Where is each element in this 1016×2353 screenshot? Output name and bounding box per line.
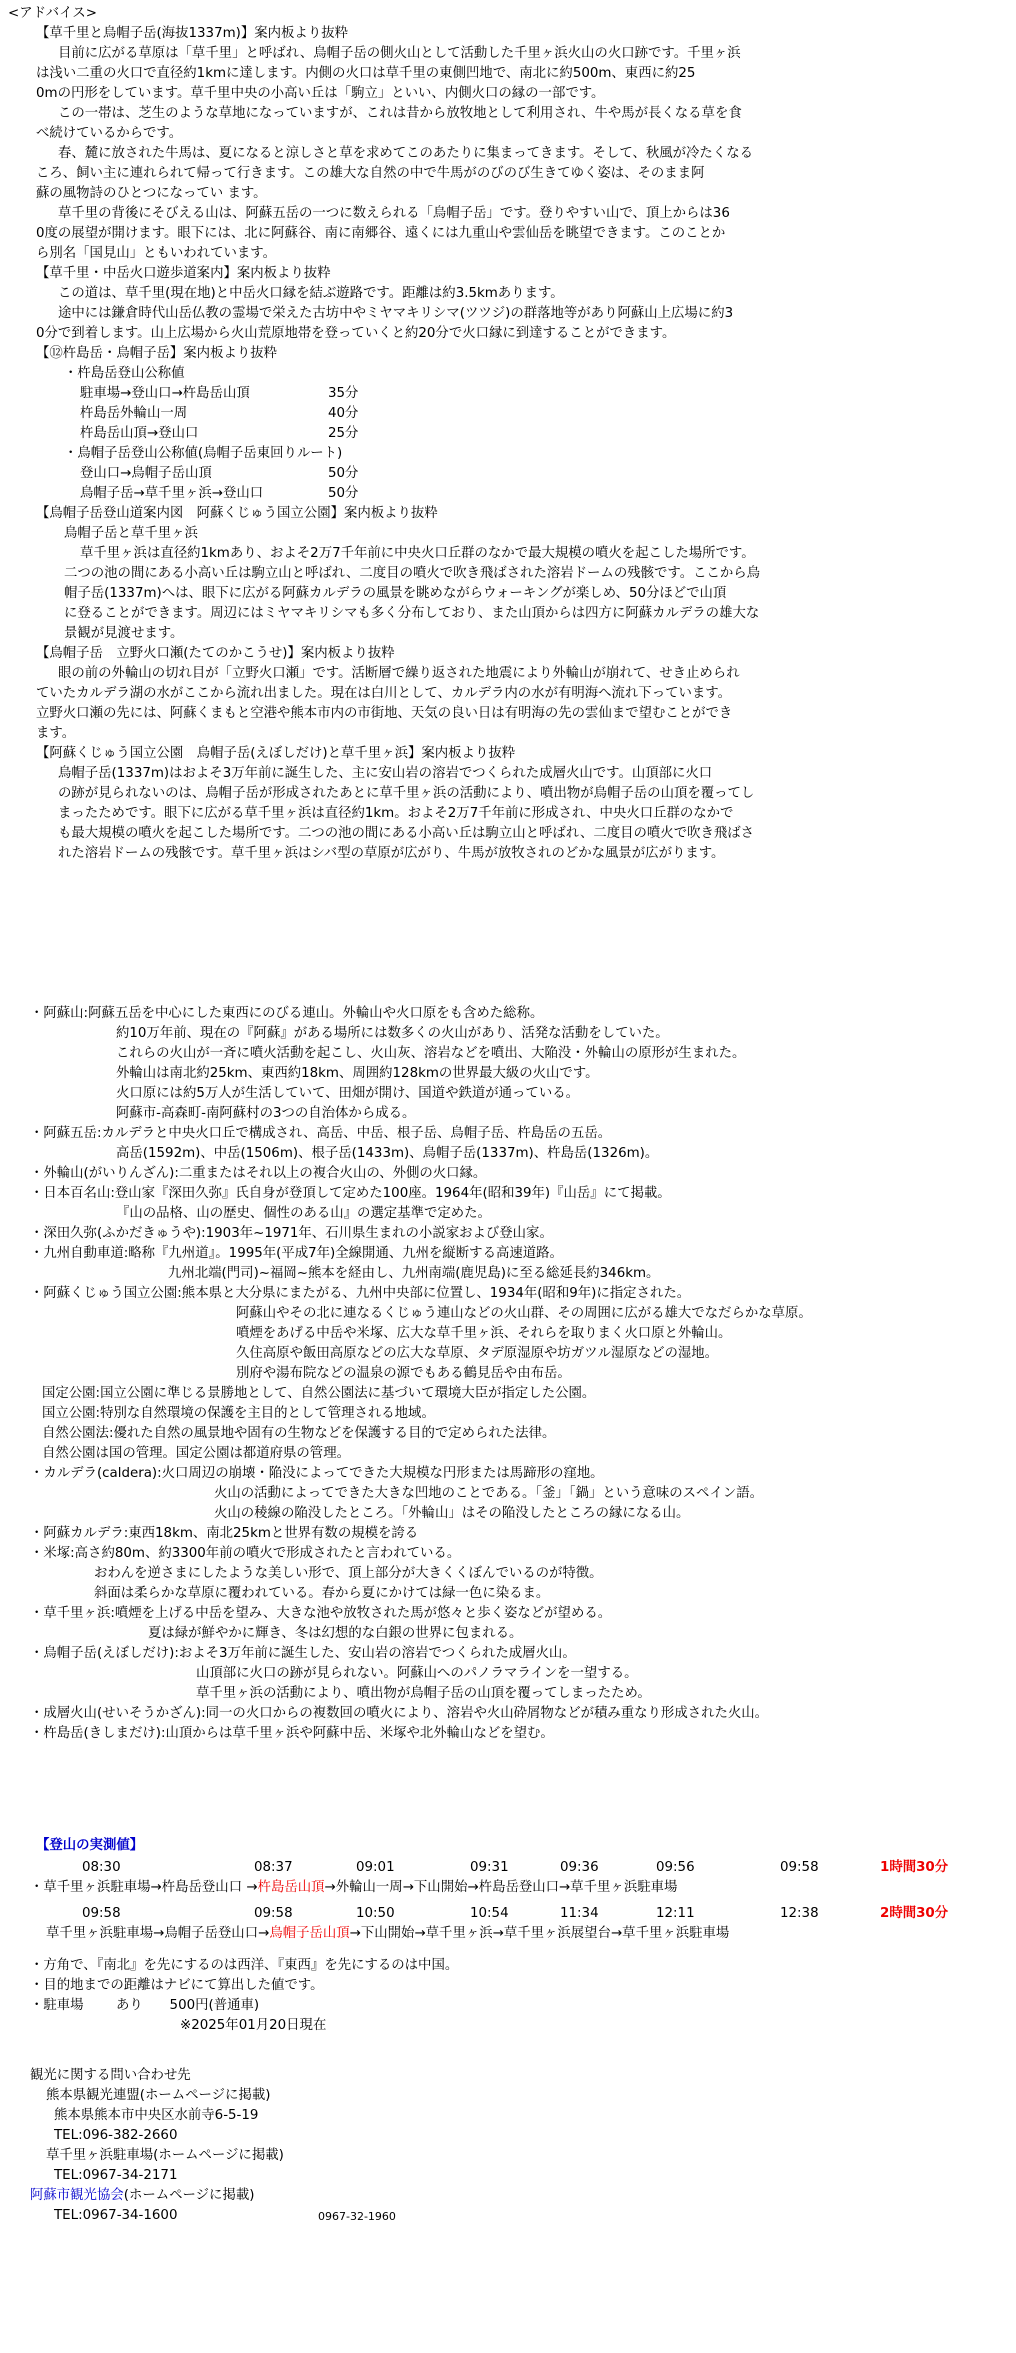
time-stamp: 09:58	[780, 1860, 819, 1875]
section-text: ころ、飼い主に連れられて帰って行きます。この雄大な自然の中で牛馬がのびのび生きてゆく姿は、そのまま阿	[36, 166, 705, 181]
section-text: 蘇の風物詩のひとつになってい ます。	[36, 186, 267, 201]
note-line: ・方角で、『南北』を先にするのは西洋、『東西』を先にするのは中国。	[30, 1958, 459, 1973]
section-text: この一帯は、芝生のような草地になっていますが、これは昔から放牧地として利用され、牛や馬が長くなる草を食	[58, 106, 742, 121]
glossary-line: ・カルデラ(caldera):火口周辺の崩壊・陥没によってできた大規模な円形または馬蹄形の窪地。	[30, 1466, 604, 1481]
glossary-line: ・阿蘇五岳:カルデラと中央火口丘で構成され、高岳、中岳、根子岳、烏帽子岳、杵島岳の五岳。	[30, 1126, 612, 1141]
glossary-line: ・九州自動車道:略称『九州道』。1995年(平成7年)全線開通、九州を縦断する高速道路。	[30, 1246, 563, 1261]
measured-title: 【登山の実測値】	[36, 1838, 144, 1853]
glossary-line: 高岳(1592m)、中岳(1506m)、根子岳(1433m)、烏帽子岳(1337m)、杵島岳(1326m)。	[116, 1146, 659, 1161]
section-text: 帽子岳(1337m)へは、眼下に広がる阿蘇カルデラの風景を眺めながらウォーキングが楽しめ、50分ほどで山頂	[64, 586, 727, 601]
measured-route	[30, 1878, 677, 1898]
time-stamp: 08:37	[254, 1860, 293, 1875]
section-text: 0度の展望が開けます。眼下には、北に阿蘇谷、南に南郷谷、遠くには九重山や雲仙岳を眺望できます。このことか	[36, 226, 726, 241]
glossary-line: 九州北端(門司)~福岡~熊本を経由し、九州南端(鹿児島)に至る総延長約346km。	[168, 1266, 660, 1281]
contact-line: 熊本県熊本市中央区水前寺6-5-19	[54, 2108, 259, 2123]
section-text: の跡が見られないのは、烏帽子岳が形成されたあとに草千里ヶ浜の活動により、噴出物が烏帽子岳の山頂を覆ってし	[58, 786, 755, 801]
contact-line: TEL:0967-34-2171	[54, 2168, 178, 2183]
glossary-line: ・草千里ヶ浜:噴煙を上げる中岳を望み、大きな池や放牧された馬が悠々と歩く姿などが望める。	[30, 1606, 612, 1621]
section-text: れた溶岩ドームの残骸です。草千里ヶ浜はシバ型の草原が広がり、牛馬が放牧されのどかな風景が広がります。	[58, 846, 725, 861]
contact-line: 熊本県観光連盟(ホームページに掲載)	[46, 2088, 271, 2103]
summit-highlight: 烏帽子岳山頂	[269, 1926, 350, 1941]
alt-phone: 0967-32-1960	[318, 2210, 396, 2223]
time-stamp: 10:50	[356, 1906, 395, 1921]
time-stamp: 12:38	[780, 1906, 819, 1921]
aso-tourism-link[interactable]: 阿蘇市観光協会	[30, 2188, 124, 2203]
section-text: に登ることができます。周辺にはミヤマキリシマも多く分布しており、また山頂からは四方に阿蘇カルデラの雄大な	[64, 606, 760, 621]
subheading: ・烏帽子岳登山公称値(烏帽子岳東回りルート)	[64, 446, 343, 461]
glossary-line: 国定公園:国立公園に準じる景勝地として、自然公園法に基づいて環境大臣が指定した公園。	[42, 1386, 596, 1401]
time-stamp: 09:31	[470, 1860, 509, 1875]
time-stamp: 09:56	[656, 1860, 695, 1875]
contact-line: TEL:0967-34-1600	[54, 2208, 178, 2223]
glossary-line: 噴煙をあげる中岳や米塚、広大な草千里ヶ浜、それらを取りまく火口原と外輪山。	[236, 1326, 732, 1341]
section-text: 烏帽子岳(1337m)はおよそ3万年前に誕生した、主に安山岩の溶岩でつくられた成層火山です。山頂部に火口	[58, 766, 713, 781]
section-text: べ続けているからです。	[36, 126, 183, 141]
glossary-line: これらの火山が一斉に噴火活動を起こし、火山灰、溶岩などを噴出、大陥没・外輪山の原形が生まれた。	[116, 1046, 746, 1061]
section-text: 目前に広がる草原は「草千里」と呼ばれ、烏帽子岳の側火山として活動した千里ヶ浜火山の火口跡です。千里ヶ浜	[58, 46, 741, 61]
time-stamp: 10:54	[470, 1906, 509, 1921]
glossary-line: ・杵島岳(きしまだけ):山頂からは草千里ヶ浜や阿蘇中岳、米塚や北外輪山などを望む。	[30, 1726, 554, 1741]
glossary-line: ・阿蘇山:阿蘇五岳を中心にした東西にのびる連山。外輪山や火口原をも含めた総称。	[30, 1006, 544, 1021]
section-text: ます。	[36, 726, 76, 741]
glossary-line: ・外輪山(がいりんざん):二重またはそれ以上の複合火山の、外側の火口縁。	[30, 1166, 487, 1181]
glossary-line: 約10万年前、現在の『阿蘇』がある場所には数多くの火山があり、活発な活動をしていた。	[116, 1026, 669, 1041]
glossary-line: 自然公園法:優れた自然の風景地や固有の生物などを保護する目的で定められた法律。	[42, 1426, 556, 1441]
section-text: ていたカルデラ湖の水がここから流れ出ました。現在は白川として、カルデラ内の水が有明海へ流れ下っています。	[36, 686, 731, 701]
note-line: ※2025年01月20日現在	[180, 2018, 327, 2033]
section-text: も最大規模の噴火を起こした場所です。二つの池の間にある小高い丘は駒立山と呼ばれ、二度目の噴火で吹き飛ばさ	[58, 826, 755, 841]
glossary-line: ・米塚:高さ約80m、約3300年前の噴火で形成されたと言われている。	[30, 1546, 461, 1561]
time-stamp: 12:11	[656, 1906, 695, 1921]
section-text: 二つの池の間にある小高い丘は駒立山と呼ばれ、二度目の噴火で吹き飛ばされた溶岩ドームの残骸です。ここから烏	[64, 566, 761, 581]
advice-heading: <アドバイス>	[8, 6, 97, 21]
glossary-line: 外輪山は南北約25km、東西約18km、周囲約128kmの世界最大級の火山です。	[116, 1066, 599, 1081]
glossary-line: 斜面は柔らかな草原に覆われている。春から夏にかけては緑一色に染るま。	[94, 1586, 550, 1601]
section-text: 景観が見渡せます。	[64, 626, 184, 641]
route-time: 50分	[328, 466, 359, 481]
time-stamp: 09:01	[356, 1860, 395, 1875]
section-title-eboshi-kusasenri: 【阿蘇くじゅう国立公園 烏帽子岳(えぼしだけ)と草千里ヶ浜】案内板より抜粋	[36, 746, 516, 761]
section-text: まったためです。眼下に広がる草千里ヶ浜は直径約1km。およそ2万7千年前に形成され、中央火口丘群のなかで	[58, 806, 734, 821]
section-title-kishima: 【⑫杵島岳・烏帽子岳】案内板より抜粋	[36, 346, 278, 361]
route-name: 烏帽子岳→草千里ヶ浜→登山口	[80, 486, 264, 501]
route-time: 50分	[328, 486, 359, 501]
section-text: 眼の前の外輪山の切れ目が「立野火口瀬」です。活断層で繰り返された地震により外輪山が崩れて、せき止められ	[58, 666, 740, 681]
contact-line: 草千里ヶ浜駐車場(ホームページに掲載)	[46, 2148, 284, 2163]
route-name: 登山口→烏帽子岳山頂	[80, 466, 212, 481]
glossary-line: ・阿蘇くじゅう国立公園:熊本県と大分県にまたがる、九州中央部に位置し、1934年(昭和9年)に指定された。	[30, 1286, 691, 1301]
route-time: 40分	[328, 406, 359, 421]
section-text: この道は、草千里(現在地)と中岳火口縁を結ぶ遊路です。距離は約3.5kmあります。	[58, 286, 564, 301]
section-title-eboshi-map: 【烏帽子岳登山道案内図 阿蘇くじゅう国立公園】案内板より抜粋	[36, 506, 438, 521]
section-text: ら別名「国見山」ともいわれています。	[36, 246, 276, 261]
section-text: 春、麓に放された牛馬は、夏になると涼しさと草を求めてこのあたりに集まってきます。そして、秋風が冷たくなる	[58, 146, 753, 161]
section-text: 0分で到着します。山上広場から火山荒原地帯を登っていくと約20分で火口縁に到達することができます。	[36, 326, 676, 341]
glossary-line: ・阿蘇カルデラ:東西18km、南北25kmと世界有数の規模を誇る	[30, 1526, 419, 1541]
glossary-line: 国立公園:特別な自然環境の保護を主目的として管理される地域。	[42, 1406, 435, 1421]
contact-line: TEL:096-382-2660	[54, 2128, 178, 2143]
route-segment: 草千里ヶ浜駐車場→烏帽子岳登山口→	[46, 1926, 270, 1941]
route-segment: →下山開始→草千里ヶ浜→草千里ヶ浜展望台→草千里ヶ浜駐車場	[349, 1926, 730, 1941]
glossary-line: ・成層火山(せいそうかざん):同一の火口からの複数回の噴火により、溶岩や火山砕屑物などが積み重なり形成された火山。	[30, 1706, 769, 1721]
route-segment: ・草千里ヶ浜駐車場→杵島岳登山口 →	[30, 1880, 258, 1895]
glossary-line: 火山の活動によってできた大きな凹地のことである。「釜」「鍋」という意味のスペイン語。	[214, 1486, 764, 1501]
glossary-line: 火山の稜線の陥没したところ。「外輪山」はその陥没したところの縁になる山。	[214, 1506, 690, 1521]
glossary-line: おわんを逆さまにしたような美しい形で、頂上部分が大きくくぼんでいるのが特徴。	[94, 1566, 603, 1581]
route-time: 25分	[328, 426, 359, 441]
total-time: 1時間30分	[880, 1860, 949, 1875]
section-text: 草千里の背後にそびえる山は、阿蘇五岳の一つに数えられる「烏帽子岳」です。登りやすい山で、頂上からは36	[58, 206, 730, 221]
section-text: 途中には鎌倉時代山岳仏教の霊場で栄えた古坊中やミヤマキリシマ(ツツジ)の群落地等があり阿蘇山上広場に約3	[58, 306, 734, 321]
time-stamp: 11:34	[560, 1906, 599, 1921]
glossary-line: 山頂部に火口の跡が見られない。阿蘇山へのパノラマラインを一望する。	[196, 1666, 638, 1681]
glossary-line: 夏は緑が鮮やかに輝き、冬は幻想的な白銀の世界に包まれる。	[148, 1626, 523, 1641]
time-stamp: 09:58	[82, 1906, 121, 1921]
subheading: ・杵島岳登山公称値	[64, 366, 185, 381]
route-name: 杵島岳山頂→登山口	[80, 426, 199, 441]
glossary-line: ・深田久弥(ふかだきゅうや):1903年~1971年、石川県生まれの小説家および登山家。	[30, 1226, 553, 1241]
section-text: 草千里ヶ浜は直径約1kmあり、およそ2万7千年前に中央火口丘群のなかで最大規模の噴火を起こした場所です。	[80, 546, 755, 561]
total-time: 2時間30分	[880, 1906, 949, 1921]
contact-note: (ホームページに掲載)	[123, 2188, 255, 2203]
measured-route	[46, 1924, 729, 1944]
contact-heading: 観光に関する問い合わせ先	[30, 2068, 191, 2083]
route-name: 杵島岳外輪山一周	[80, 406, 188, 421]
glossary-line: ・日本百名山:登山家『深田久弥』氏自身が登頂して定めた100座。1964年(昭和39年)『山岳』にて掲載。	[30, 1186, 671, 1201]
note-line: ・目的地までの距離はナビにて算出した値です。	[30, 1978, 324, 1993]
contact-line	[30, 2186, 254, 2206]
section-text: 立野火口瀬の先には、阿蘇くまもと空港や熊本市内の市街地、天気の良い日は有明海の先の雲仙まで望むことができ	[36, 706, 733, 721]
time-stamp: 09:36	[560, 1860, 599, 1875]
glossary-line: ・烏帽子岳(えぼしだけ):およそ3万年前に誕生した、安山岩の溶岩でつくられた成層火山。	[30, 1646, 576, 1661]
route-time: 35分	[328, 386, 359, 401]
section-text: 0mの円形をしています。草千里中央の小高い丘は「駒立」といい、内側火口の縁の一部です。	[36, 86, 605, 101]
glossary-line: 別府や湯布院などの温泉の源でもある鶴見岳や由布岳。	[236, 1366, 571, 1381]
glossary-line: 久住高原や飯田高原などの広大な草原、タデ原湿原や坊ガツル湿原などの湿地。	[236, 1346, 719, 1361]
glossary-line: 自然公園は国の管理。国定公園は都道府県の管理。	[42, 1446, 350, 1461]
route-segment: →外輪山一周→下山開始→杵島岳登山口→草千里ヶ浜駐車場	[324, 1880, 678, 1895]
time-stamp: 09:58	[254, 1906, 293, 1921]
summit-highlight: 杵島岳山頂	[257, 1880, 325, 1895]
subheading: 烏帽子岳と草千里ヶ浜	[64, 526, 198, 541]
glossary-line: 阿蘇山やその北に連なるくじゅう連山などの火山群、その周囲に広がる雄大でなだらかな草原。	[236, 1306, 812, 1321]
glossary-line: 『山の品格、山の歴史、個性のある山』の選定基準で定めた。	[116, 1206, 491, 1221]
glossary-line: 草千里ヶ浜の活動により、噴出物が烏帽子岳の山頂を覆ってしまったため。	[196, 1686, 651, 1701]
section-title-kusasenri: 【草千里と烏帽子岳(海抜1337m)】案内板より抜粋	[36, 26, 348, 41]
section-text: は浅い二重の火口で直径約1kmに達します。内側の火口は草千里の東側凹地で、南北に約500m、東西に約25	[36, 66, 696, 81]
note-line: あり 500円(普通車)	[116, 1998, 260, 2013]
route-name: 駐車場→登山口→杵島岳山頂	[80, 386, 250, 401]
glossary-line: 阿蘇市-高森町-南阿蘇村の3つの自治体から成る。	[116, 1106, 416, 1121]
section-title-trail: 【草千里・中岳火口遊歩道案内】案内板より抜粋	[36, 266, 331, 281]
glossary-line: 火口原には約5万人が生活していて、田畑が開け、国道や鉄道が通っている。	[116, 1086, 579, 1101]
note-line: ・駐車場	[30, 1998, 84, 2013]
section-title-tateno: 【烏帽子岳 立野火口瀬(たてのかこうせ)】案内板より抜粋	[36, 646, 395, 661]
time-stamp: 08:30	[82, 1860, 121, 1875]
